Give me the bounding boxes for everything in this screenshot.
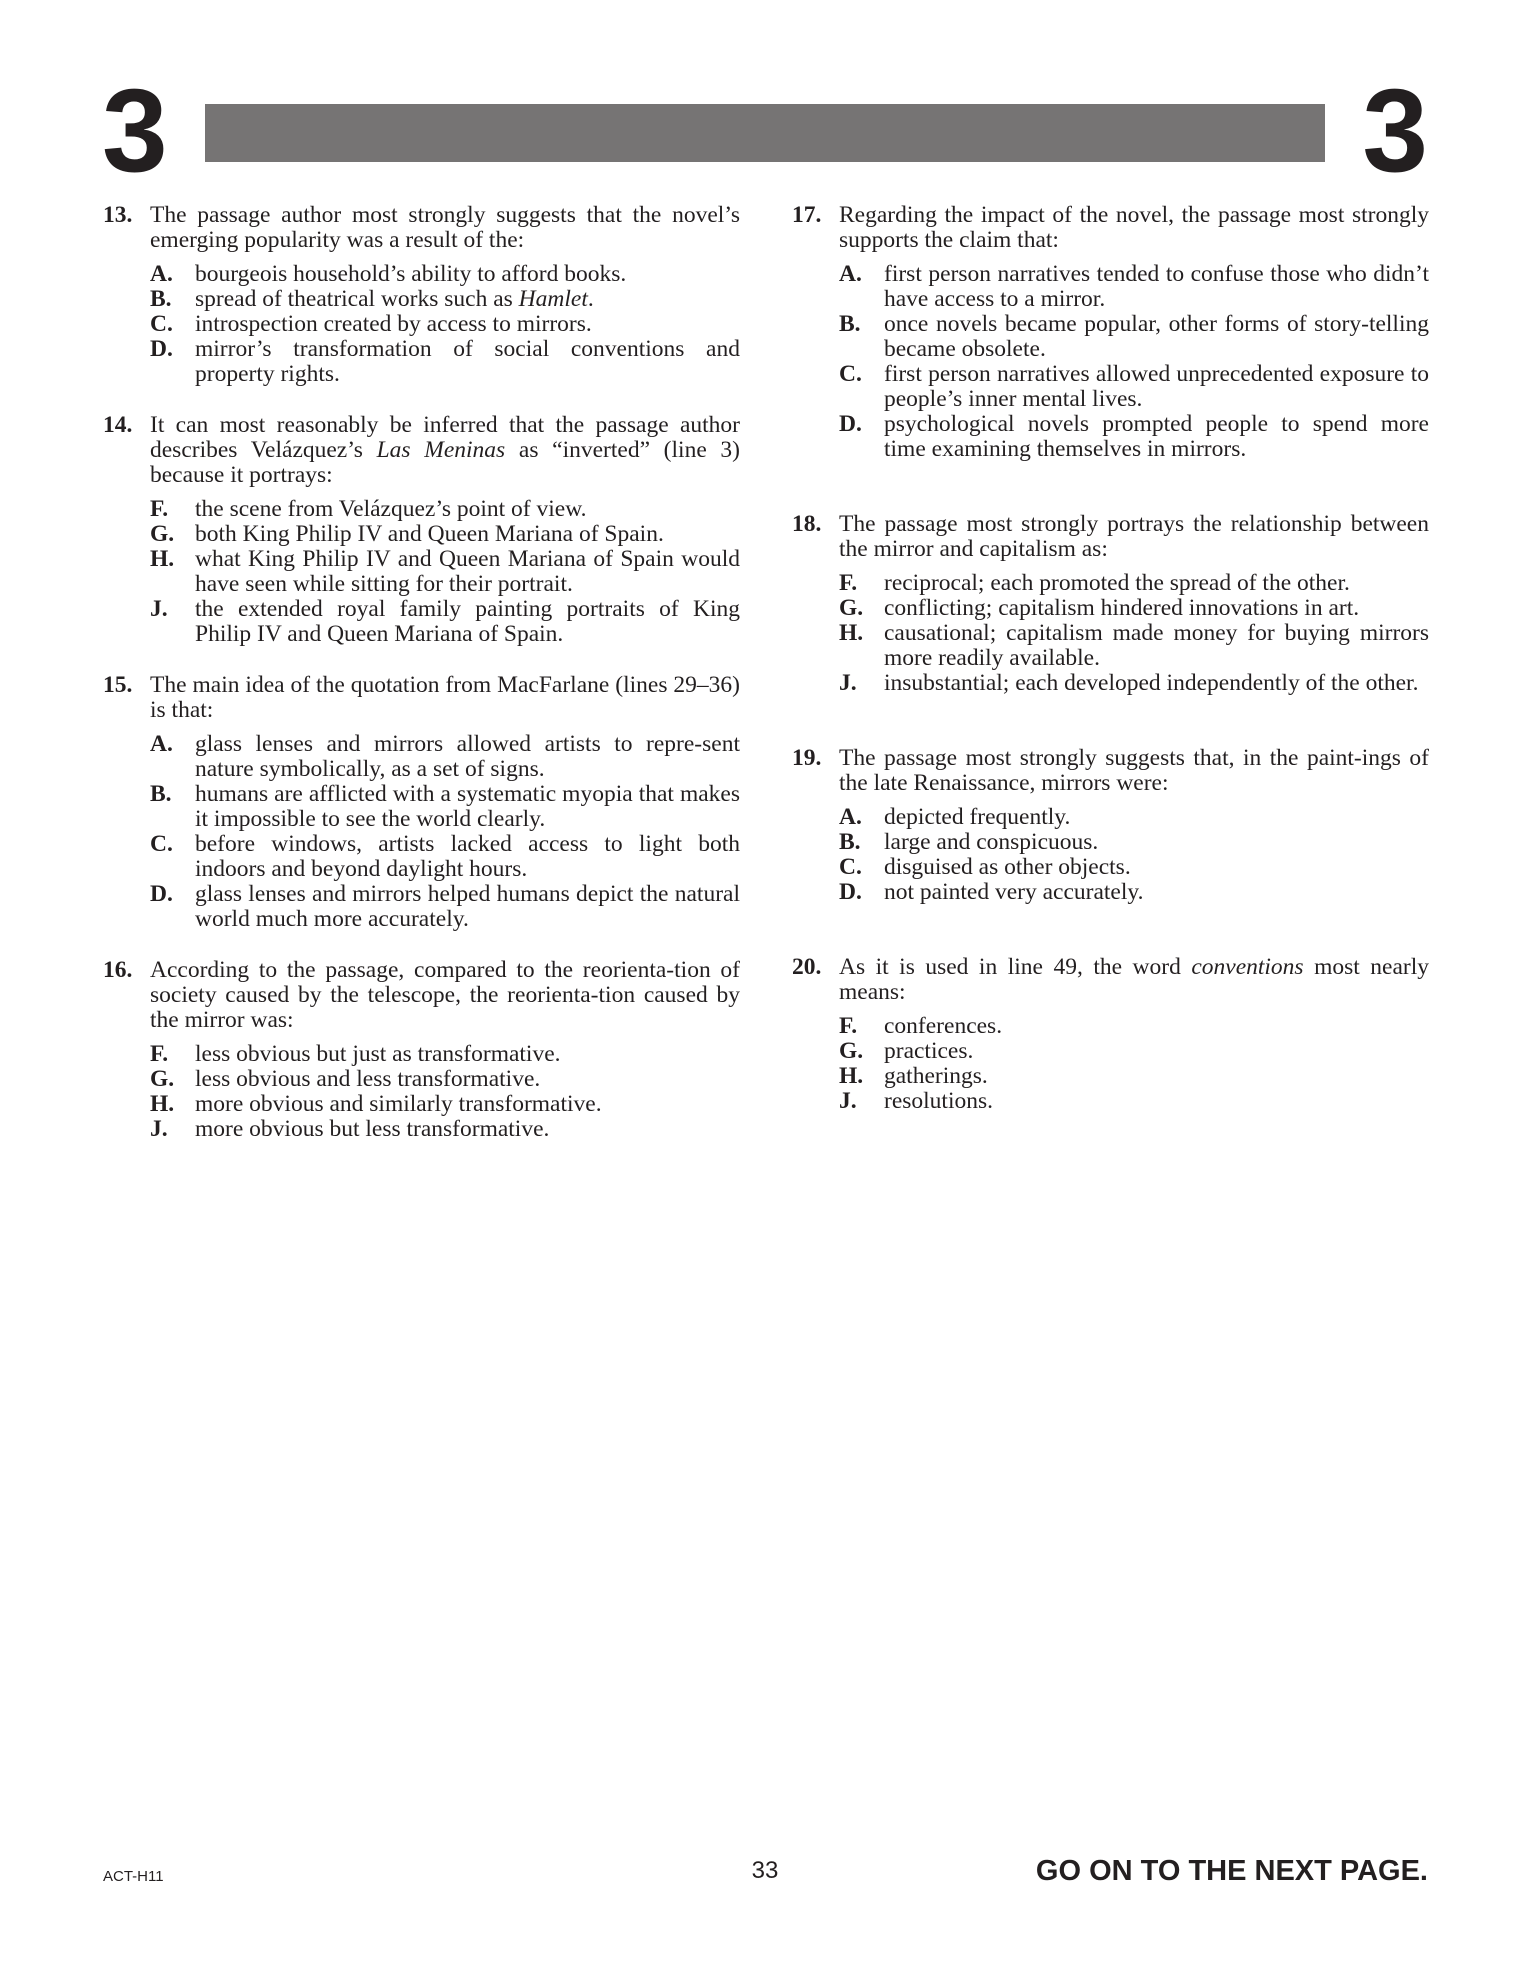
answer-option[interactable]: [839, 855, 1429, 880]
option-letter: D.: [839, 411, 862, 437]
option-text: what King Philip IV and Queen Mariana of Spain would have seen while sitting for their portrait.: [195, 546, 740, 597]
section-number-left: 3: [102, 65, 168, 197]
answer-option[interactable]: [150, 782, 740, 832]
option-text: once novels became popular, other forms of story-telling became obsolete.: [884, 311, 1429, 362]
answer-option[interactable]: [839, 262, 1429, 312]
option-letter: H.: [839, 1063, 864, 1089]
answer-option[interactable]: [839, 571, 1429, 596]
answer-option[interactable]: [150, 287, 740, 312]
option-text: depicted frequently.: [884, 804, 1071, 830]
option-letter: D.: [150, 336, 173, 362]
option-text: insubstantial; each developed independently of the other.: [884, 670, 1419, 696]
option-letter: A.: [839, 261, 862, 287]
question-stem: According to the passage, compared to the reorienta-tion of society caused by the telescope, the reorienta-tion caused by the mirror was:: [150, 957, 740, 1033]
option-text: both King Philip IV and Queen Mariana of Spain.: [195, 521, 664, 547]
option-text: conferences.: [884, 1013, 1003, 1039]
question-17: [792, 203, 1429, 462]
question-stem: As it is used in line 49, the word: [839, 954, 1192, 980]
question-stem-end: most nearly means:: [839, 954, 1429, 1005]
option-text-end: .: [587, 286, 594, 312]
answer-option[interactable]: [150, 547, 740, 597]
option-letter: D.: [150, 881, 173, 907]
answer-option[interactable]: [839, 596, 1429, 621]
page-number: 33: [751, 1857, 779, 1884]
section-header-bar: [205, 104, 1325, 162]
option-text: glass lenses and mirrors helped humans depict the natural world much more accurately.: [195, 881, 740, 932]
answer-option[interactable]: [839, 1064, 1429, 1089]
answer-options: [792, 805, 1429, 905]
answer-option[interactable]: [150, 882, 740, 932]
answer-option[interactable]: [839, 621, 1429, 671]
question-stem: The passage most strongly portrays the relationship between the mirror and capitalism as:: [839, 511, 1429, 562]
answer-option[interactable]: [150, 1067, 740, 1092]
option-letter: C.: [839, 854, 862, 880]
answer-options: [792, 1014, 1429, 1114]
option-letter: H.: [150, 546, 175, 572]
answer-option[interactable]: [150, 262, 740, 287]
option-text: disguised as other objects.: [884, 854, 1131, 880]
question-stem-end: as “inverted” (line 3) because it portrays:: [150, 437, 741, 488]
option-text: large and conspicuous.: [884, 829, 1099, 855]
answer-option[interactable]: [150, 1042, 740, 1067]
question-number: 16.: [103, 957, 133, 983]
answer-option[interactable]: [839, 412, 1429, 462]
option-letter: B.: [150, 286, 172, 312]
option-letter: A.: [150, 731, 173, 757]
option-text: humans are afflicted with a systematic myopia that makes it impossible to see the world clearly.: [195, 781, 740, 832]
option-text: conflicting; capitalism hindered innovations in art.: [884, 595, 1360, 621]
answer-options: [103, 732, 740, 932]
option-text: bourgeois household’s ability to afford books.: [195, 261, 627, 287]
answer-options: [792, 571, 1429, 696]
option-text: more obvious and similarly transformative.: [195, 1091, 602, 1117]
option-text-italic: Hamlet: [518, 286, 588, 312]
answer-option[interactable]: [150, 337, 740, 387]
option-letter: C.: [150, 311, 173, 337]
question-stem: The passage most strongly suggests that, in the paint-ings of the late Renaissance, mirrors were:: [839, 745, 1429, 796]
question-stem: Regarding the impact of the novel, the passage most strongly supports the claim that:: [839, 202, 1429, 253]
option-letter: F.: [150, 496, 169, 522]
option-letter: G.: [839, 595, 864, 621]
option-letter: A.: [150, 261, 173, 287]
option-letter: G.: [150, 1066, 175, 1092]
answer-options: [103, 1042, 740, 1142]
question-number: 18.: [792, 511, 822, 537]
question-15: [103, 673, 740, 932]
option-text: the extended royal family painting portraits of King Philip IV and Queen Mariana of Spain.: [195, 596, 740, 647]
option-letter: C.: [150, 831, 173, 857]
option-letter: J.: [150, 1116, 168, 1142]
option-text: resolutions.: [884, 1088, 994, 1114]
question-stem: It can most reasonably be inferred that the passage author describes Velázquez’s: [150, 412, 740, 463]
question-stem-italic: Las Meninas: [376, 437, 506, 463]
answer-option[interactable]: [839, 1089, 1429, 1114]
question-number: 13.: [103, 202, 133, 228]
option-letter: J.: [839, 670, 857, 696]
option-text: glass lenses and mirrors allowed artists to repre-sent nature symbolically, as a set of signs.: [195, 731, 740, 782]
question-number: 14.: [103, 412, 133, 438]
answer-options: [103, 497, 740, 647]
section-number-right: 3: [1362, 65, 1428, 197]
answer-option[interactable]: [839, 1014, 1429, 1039]
option-text: causational; capitalism made money for buying mirrors more readily available.: [884, 620, 1429, 671]
option-text: less obvious but just as transformative.: [195, 1041, 561, 1067]
right-column: [792, 203, 1429, 1114]
option-text: not painted very accurately.: [884, 879, 1144, 905]
answer-option[interactable]: [839, 830, 1429, 855]
option-text: psychological novels prompted people to spend more time examining themselves in mirrors.: [884, 411, 1429, 462]
option-letter: G.: [150, 521, 175, 547]
option-letter: J.: [150, 596, 168, 622]
question-number: 17.: [792, 202, 822, 228]
option-letter: G.: [839, 1038, 864, 1064]
option-letter: C.: [839, 361, 862, 387]
option-letter: F.: [150, 1041, 169, 1067]
answer-option[interactable]: [839, 312, 1429, 362]
answer-option[interactable]: [839, 880, 1429, 905]
option-text: mirror’s transformation of social conventions and property rights.: [195, 336, 740, 387]
option-letter: B.: [839, 311, 861, 337]
option-text: practices.: [884, 1038, 974, 1064]
question-stem: The main idea of the quotation from MacFarlane (lines 29–36) is that:: [150, 672, 740, 723]
answer-option[interactable]: [150, 1092, 740, 1117]
option-text: less obvious and less transformative.: [195, 1066, 541, 1092]
option-text: introspection created by access to mirrors.: [195, 311, 592, 337]
question-16: [103, 958, 740, 1142]
answer-option[interactable]: [839, 671, 1429, 696]
answer-options: [103, 262, 740, 387]
option-letter: D.: [839, 879, 862, 905]
answer-option[interactable]: [150, 597, 740, 647]
option-text: before windows, artists lacked access to light both indoors and beyond daylight hours.: [195, 831, 740, 882]
question-14: [103, 413, 740, 647]
option-letter: B.: [150, 781, 172, 807]
option-letter: J.: [839, 1088, 857, 1114]
option-letter: H.: [150, 1091, 175, 1117]
question-stem: The passage author most strongly suggests that the novel’s emerging popularity was a result of the:: [150, 202, 740, 253]
option-letter: B.: [839, 829, 861, 855]
option-text: first person narratives allowed unprecedented exposure to people’s inner mental lives.: [884, 361, 1429, 412]
answer-option[interactable]: [839, 1039, 1429, 1064]
option-letter: F.: [839, 1013, 858, 1039]
option-text: reciprocal; each promoted the spread of the other.: [884, 570, 1350, 596]
option-letter: A.: [839, 804, 862, 830]
option-text: gatherings.: [884, 1063, 988, 1089]
question-13: [103, 203, 740, 387]
option-text: spread of theatrical works such as: [195, 286, 519, 312]
option-letter: F.: [839, 570, 858, 596]
answer-option[interactable]: [839, 805, 1429, 830]
answer-option[interactable]: [150, 522, 740, 547]
answer-option[interactable]: [839, 362, 1429, 412]
answer-option[interactable]: [150, 1117, 740, 1142]
answer-option[interactable]: [150, 497, 740, 522]
answer-options: [792, 262, 1429, 462]
question-20: [792, 955, 1429, 1114]
question-19: [792, 746, 1429, 905]
go-on-notice: GO ON TO THE NEXT PAGE.: [1035, 1855, 1428, 1887]
option-text: first person narratives tended to confuse those who didn’t have access to a mirror.: [884, 261, 1429, 312]
question-number: 20.: [792, 954, 822, 980]
form-code: ACT-H11: [103, 1868, 164, 1885]
option-text: the scene from Velázquez’s point of view.: [195, 496, 587, 522]
option-text: more obvious but less transformative.: [195, 1116, 550, 1142]
answer-option[interactable]: [150, 312, 740, 337]
option-letter: H.: [839, 620, 864, 646]
question-number: 19.: [792, 745, 822, 771]
answer-option[interactable]: [150, 732, 740, 782]
left-column: [103, 203, 740, 1142]
question-stem-italic: conventions: [1191, 954, 1304, 980]
answer-option[interactable]: [150, 832, 740, 882]
question-number: 15.: [103, 672, 133, 698]
question-18: [792, 512, 1429, 696]
